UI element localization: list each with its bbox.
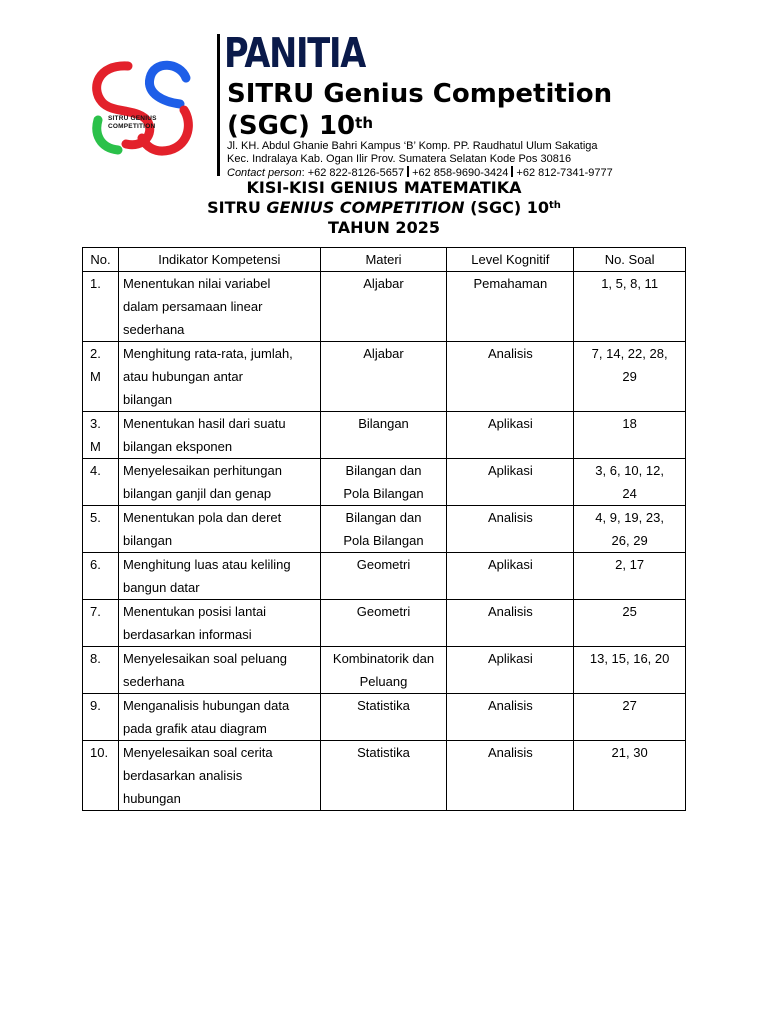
kisi-kisi-table xyxy=(82,247,686,811)
heading-superscript: th xyxy=(548,200,561,211)
cell-soal-line: 2, 17 xyxy=(615,557,645,572)
title-superscript: th xyxy=(355,114,374,132)
cell-indikator-line: Menyelesaikan soal peluang xyxy=(122,651,288,666)
contact-phone: +62 858-9690-3424 xyxy=(412,167,509,179)
cell-indikator-line: bilangan xyxy=(122,392,173,407)
cell-indikator xyxy=(118,272,320,342)
table-body xyxy=(83,272,686,811)
cell-materi xyxy=(320,459,447,506)
cell-materi xyxy=(320,506,447,553)
cell-indikator-line: Menghitung luas atau keliling xyxy=(122,557,291,572)
table-row xyxy=(83,342,686,412)
cell-materi xyxy=(320,741,447,811)
cell-indikator-line: berdasarkan informasi xyxy=(122,627,252,642)
cell-indikator-line: atau hubungan antar xyxy=(122,369,243,384)
cell-soal xyxy=(574,553,686,600)
cell-indikator-line: Menentukan pola dan deret xyxy=(122,510,282,525)
table-row xyxy=(83,741,686,811)
cell-indikator-line: Menentukan nilai variabel xyxy=(122,276,271,291)
panitia-label: PANITIA xyxy=(224,29,366,77)
heading-text: (SGC) 10 xyxy=(464,198,549,217)
cell-indikator xyxy=(118,741,320,811)
table-row xyxy=(83,506,686,553)
cell-materi-line: Bilangan dan xyxy=(345,510,422,525)
cell-no: 5. xyxy=(83,506,119,553)
cell-soal-line: 25 xyxy=(622,604,637,619)
cell-materi-line: Pola Bilangan xyxy=(343,486,424,501)
phone-separator xyxy=(407,166,409,177)
cell-soal-line: 13, 15, 16, 20 xyxy=(589,651,670,666)
cell-soal xyxy=(574,741,686,811)
cell-soal xyxy=(574,342,686,412)
doc-heading-line-3: TAHUN 2025 xyxy=(328,218,440,237)
cell-level: Analisis xyxy=(447,506,574,553)
cell-materi xyxy=(320,647,447,694)
contact-phone: : +62 822-8126-5657 xyxy=(301,167,405,179)
table-row xyxy=(83,412,686,459)
title-line-2 xyxy=(227,110,612,142)
cell-indikator-line: bilangan ganjil dan genap xyxy=(122,486,272,501)
cell-level: Aplikasi xyxy=(447,459,574,506)
table-row xyxy=(83,647,686,694)
cell-no: 10. xyxy=(83,741,119,811)
cell-indikator-line: Menentukan posisi lantai xyxy=(122,604,267,619)
cell-materi-line: Pola Bilangan xyxy=(343,533,424,548)
cell-materi xyxy=(320,600,447,647)
header-divider xyxy=(217,34,220,176)
cell-soal xyxy=(574,647,686,694)
header-materi: Materi xyxy=(320,248,447,272)
cell-materi-line: Aljabar xyxy=(363,276,404,291)
cell-materi-line: Peluang xyxy=(359,674,408,689)
cell-no: 1. xyxy=(83,272,119,342)
cell-materi-line: Bilangan xyxy=(358,416,409,431)
doc-heading-line-1: KISI-KISI GENIUS MATEMATIKA xyxy=(246,178,522,197)
cell-no: 8. xyxy=(83,647,119,694)
phone-separator xyxy=(511,166,513,177)
sgc-logo xyxy=(88,58,196,158)
cell-indikator-line: Menganalisis hubungan data xyxy=(122,698,290,713)
cell-indikator xyxy=(118,412,320,459)
cell-no: 3. M xyxy=(83,412,119,459)
cell-no: 7. xyxy=(83,600,119,647)
address-line-2: Kec. Indralaya Kab. Ogan Ilir Prov. Sumatera Selatan Kode Pos 30816 xyxy=(227,153,572,165)
cell-indikator-line: dalam persamaan linear xyxy=(122,299,263,314)
cell-soal xyxy=(574,459,686,506)
cell-level: Aplikasi xyxy=(447,647,574,694)
cell-indikator xyxy=(118,600,320,647)
cell-materi-line: Statistika xyxy=(357,698,410,713)
cell-materi xyxy=(320,412,447,459)
cell-no: 9. xyxy=(83,694,119,741)
cell-indikator-line: Menyelesaikan soal cerita xyxy=(122,745,273,760)
cell-no: 4. xyxy=(83,459,119,506)
table-row xyxy=(83,694,686,741)
heading-text-italic: GENIUS COMPETITION xyxy=(266,198,465,217)
cell-indikator xyxy=(118,342,320,412)
cell-materi xyxy=(320,342,447,412)
cell-soal xyxy=(574,412,686,459)
cell-soal-line: 29 xyxy=(622,369,637,384)
cell-materi-line: Kombinatorik dan xyxy=(332,651,435,666)
cell-level: Analisis xyxy=(447,741,574,811)
cell-materi-line: Geometri xyxy=(356,557,411,572)
address-block xyxy=(227,140,613,180)
cell-level: Pemahaman xyxy=(447,272,574,342)
cell-soal xyxy=(574,272,686,342)
cell-indikator-line: Menghitung rata-rata, jumlah, xyxy=(122,346,293,361)
cell-indikator xyxy=(118,459,320,506)
cell-indikator-line: sederhana xyxy=(122,322,185,337)
heading-text: SITRU xyxy=(207,198,267,217)
logo-blue-arc xyxy=(149,65,186,104)
cell-level: Analisis xyxy=(447,694,574,741)
cell-soal-line: 1, 5, 8, 11 xyxy=(601,276,659,291)
logo-caption xyxy=(108,115,157,130)
cell-soal-line: 21, 30 xyxy=(611,745,648,760)
table-row xyxy=(83,600,686,647)
contact-phone: +62 812-7341-9777 xyxy=(516,167,613,179)
address-line-1: Jl. KH. Abdul Ghanie Bahri Kampus ‘B’ Komp. PP. Raudhatul Ulum Sakatiga xyxy=(227,140,598,152)
cell-soal xyxy=(574,600,686,647)
cell-soal-line: 3, 6, 10, 12, xyxy=(595,463,664,478)
table-row xyxy=(83,272,686,342)
table-row xyxy=(83,553,686,600)
cell-level: Aplikasi xyxy=(447,553,574,600)
cell-level: Analisis xyxy=(447,342,574,412)
cell-materi xyxy=(320,553,447,600)
cell-soal-line: 24 xyxy=(622,486,637,501)
cell-no: 2. M xyxy=(83,342,119,412)
cell-materi-line: Bilangan dan xyxy=(345,463,422,478)
logo-caption-line: COMPETITION xyxy=(108,122,156,130)
contact-label: Contact person xyxy=(227,167,302,179)
cell-soal-line: 18 xyxy=(622,416,637,431)
cell-indikator-line: pada grafik atau diagram xyxy=(122,721,267,736)
cell-soal xyxy=(574,506,686,553)
cell-soal-line: 4, 9, 19, 23, xyxy=(595,510,664,525)
cell-indikator-line: Menentukan hasil dari suatu xyxy=(122,416,286,431)
cell-indikator-line: berdasarkan analisis xyxy=(122,768,243,783)
cell-soal xyxy=(574,694,686,741)
doc-heading-line-2 xyxy=(0,198,768,218)
cell-indikator xyxy=(118,694,320,741)
cell-materi-line: Geometri xyxy=(356,604,411,619)
cell-materi-line: Aljabar xyxy=(363,346,404,361)
title-line-1: SITRU Genius Competition xyxy=(227,79,613,109)
cell-level: Analisis xyxy=(447,600,574,647)
cell-indikator-line: hubungan xyxy=(122,791,181,806)
title-text: (SGC) 10 xyxy=(227,111,356,141)
cell-soal-line: 7, 14, 22, 28, xyxy=(591,346,668,361)
table-header-row xyxy=(83,248,686,272)
cell-indikator-line: sederhana xyxy=(122,674,185,689)
table-row xyxy=(83,459,686,506)
cell-indikator-line: bilangan eksponen xyxy=(122,439,233,454)
cell-indikator-line: bilangan xyxy=(122,533,173,548)
logo-caption-line: SITRU GENIUS xyxy=(108,115,157,122)
cell-indikator xyxy=(118,553,320,600)
header-no: No. xyxy=(83,248,119,272)
header-level: Level Kognitif xyxy=(447,248,574,272)
cell-soal-line: 26, 29 xyxy=(611,533,648,548)
logo-red-arc xyxy=(97,66,150,145)
cell-level: Aplikasi xyxy=(447,412,574,459)
cell-materi-line: Statistika xyxy=(357,745,410,760)
cell-indikator xyxy=(118,647,320,694)
header-soal: No. Soal xyxy=(574,248,686,272)
competition-title xyxy=(227,78,612,142)
cell-materi xyxy=(320,694,447,741)
cell-materi xyxy=(320,272,447,342)
cell-no: 6. xyxy=(83,553,119,600)
cell-indikator-line: Menyelesaikan perhitungan xyxy=(122,463,282,478)
cell-soal-line: 27 xyxy=(622,698,637,713)
cell-indikator-line: bangun datar xyxy=(122,580,200,595)
cell-indikator xyxy=(118,506,320,553)
header-indikator: Indikator Kompetensi xyxy=(118,248,320,272)
